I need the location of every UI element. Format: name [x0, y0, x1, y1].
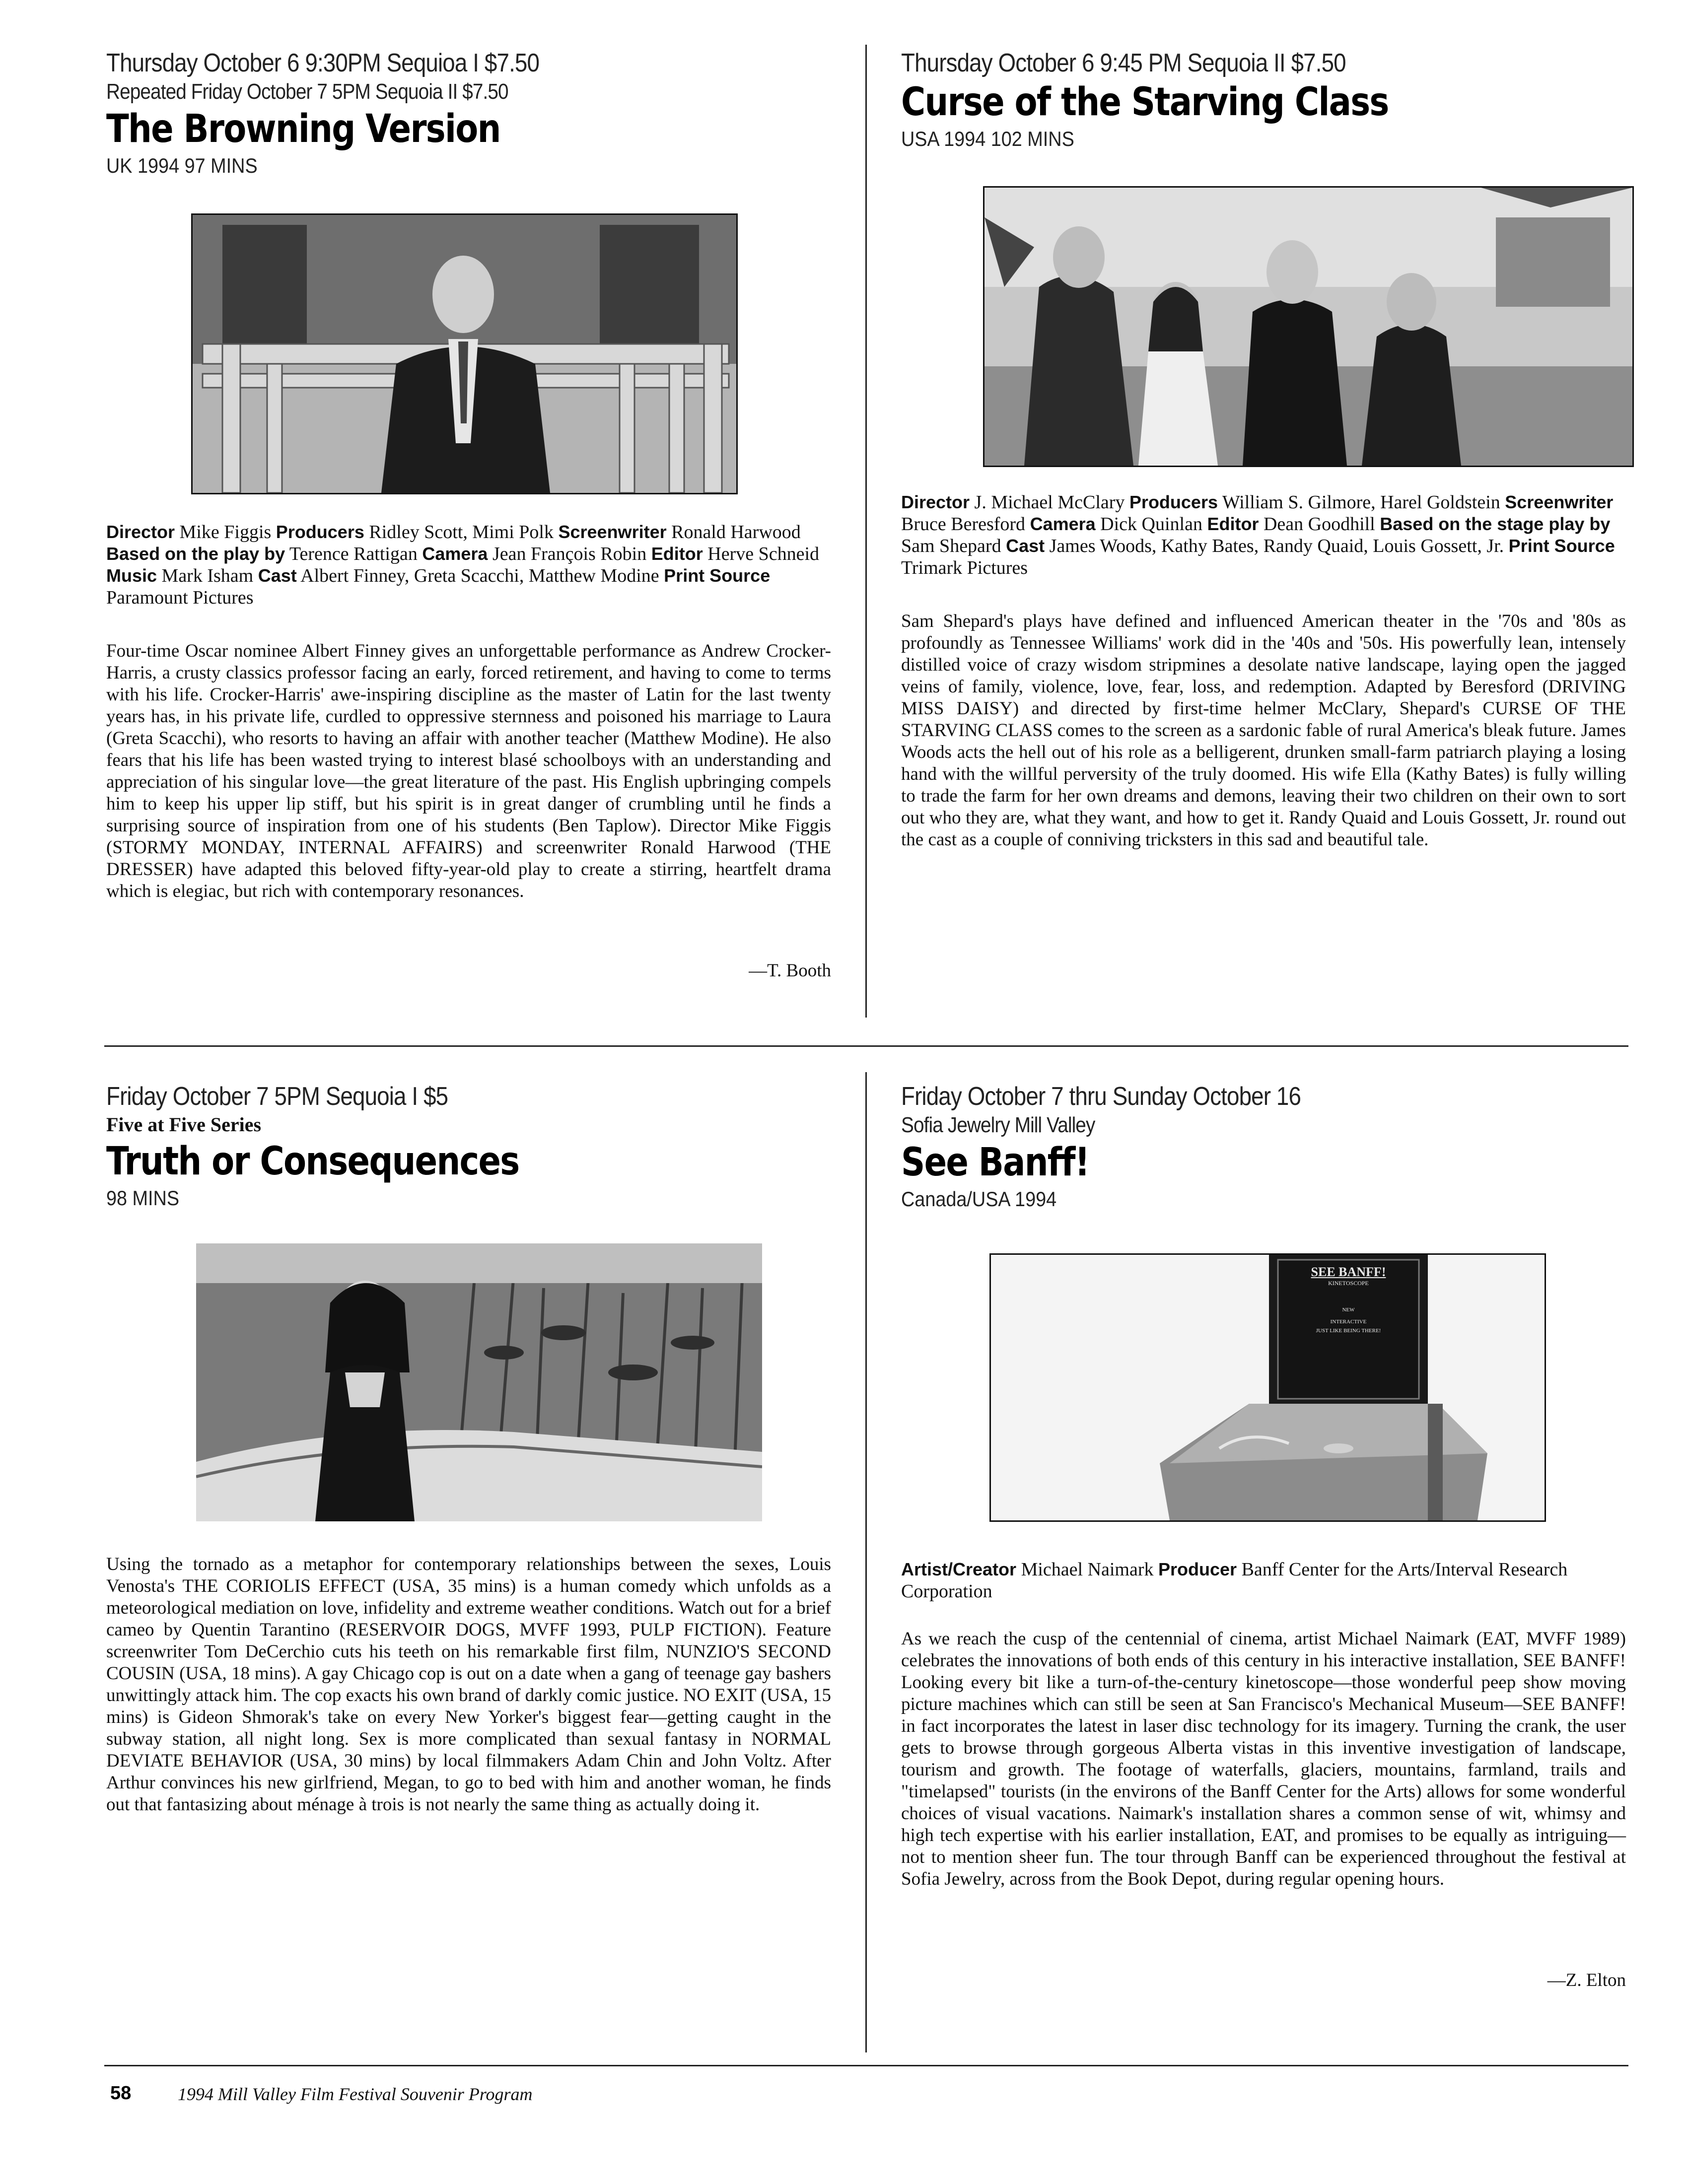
film-meta: USA 1994 102 MINS	[901, 127, 1074, 150]
sign-line: JUST LIKE BEING THERE!	[1316, 1328, 1381, 1334]
venue: Sofia Jewelry Mill Valley	[901, 1113, 1095, 1137]
synopsis-truth-or-consequences: Using the tornado as a metaphor for contemporary relationships between the sexes, Louis Venosta's THE CORIOLIS EFFECT (USA, 35 mins) is a human comedy which unfolds as a meteorological mediation on love, infidelity and extreme weather conditions. Watch out for a brief cameo by Quentin Tarantino (RESERVOIR DOGS, MVFF 1993, PULP FICTION). Feature screenwriter Tom DeCerchio cuts his teeth on his remarkable first film, NUNZIO'S SECOND COUSIN (USA, 18 mins). A gay Chicago cop is out on a date when a gang of teenage gay bashers unwittingly attack him. The cop exacts his own brand of darkly comic justice. NO EXIT (USA, 15 mins) is Gideon Shmorak's take on every New Yorker's biggest fear—getting caught in the subway station, all night long. Sex is more complicated than sexual fantasy in NORMAL DEVIATE BEHAVIOR (USA, 30 mins) by local filmmakers Adam Chin and John Voltz. After Arthur convinces his new girlfriend, Megan, to go to bed with him and another woman, he finds out that fantasizing about ménage à trois is not nearly the same thing as actually doing it.	[106, 1554, 831, 1815]
sign-line: NEW	[1342, 1307, 1355, 1313]
film-entry-truth-or-consequences	[106, 1081, 831, 1211]
film-entry-see-banff	[901, 1081, 1626, 1212]
film-meta: UK 1994 97 MINS	[106, 154, 258, 177]
film-entry-browning-version	[106, 48, 831, 179]
synopsis-browning-version: Four-time Oscar nominee Albert Finney gives an unforgettable performance as Andrew Crocker-Harris, a crusty classics professor facing an early, forced retirement, and having to come to terms with his life. Crocker-Harris' awe-inspiring discipline as the master of Latin for the last twenty years has, in his private life, curdled to oppressive sternness and poisoned his marriage to Laura (Greta Scacchi), who resorts to having an affair with another teacher (Matthew Modine). He also fears that his life has been wasted trying to interest blasé schoolboys with an understanding and appreciation of his singular love—the great literature of the past. His English upbringing compels him to keep his upper lip stiff, but his spirit is in great danger of crumbling until he finds a surprising source of inspiration from one of his students (Ben Taplow). Director Mike Figgis (STORMY MONDAY, INTERNAL AFFAIRS) and screenwriter Ronald Harwood (THE DRESSER) have adapted this beloved fifty-year-old play to create a stirring, heartfelt drama which is elegiac, but rich with contemporary resonances.	[106, 641, 831, 901]
author-signature: —T. Booth	[749, 960, 831, 981]
series-name: Five at Five Series	[106, 1113, 262, 1136]
screening-schedule: Friday October 7 5PM Sequoia I $5	[106, 1082, 448, 1111]
screening-schedule: Friday October 7 thru Sunday October 16	[901, 1082, 1301, 1111]
film-meta: Canada/USA 1994	[901, 1187, 1057, 1211]
film-entry-curse-starving-class	[901, 48, 1626, 152]
repeat-schedule: Repeated Friday October 7 5PM Sequoia II $7.50	[106, 79, 508, 104]
page-number: 58	[110, 2083, 132, 2104]
kinetoscope-sign	[1279, 1265, 1418, 1334]
synopsis-curse-starving-class: Sam Shepard's plays have defined and influenced American theater in the '70s and '80s as profoundly as Tennessee Williams' work did in the '40s and '50s. His powerfully lean, intensely distilled voice of crazy wisdom stripmines a desolate native landscape, laying open the jagged veins of family, violence, love, fear, loss, and redemption. Adapted by Beresford (DRIVING MISS DAISY) and directed by first-time helmer McClary, Shepard's CURSE OF THE STARVING CLASS comes to the screen as a sardonic fable of rural America's bleak future. James Woods acts the hell out of his role as a belligerent, drunken small-farm patriarch playing a losing hand with the willful perversity of the truly doomed. His wife Ella (Kathy Bates) is fully willing to trade the farm for her own dreams and demons, leaving their two children on their own to sort out who they are, what they want, and how to get it. Randy Quaid and Louis Gossett, Jr. round out the cast as a couple of conniving tricksters in this sad and beautiful tale.	[901, 611, 1626, 850]
film-title: Truth or Consequences	[106, 1139, 519, 1184]
sign-title: SEE BANFF!	[1311, 1265, 1386, 1279]
film-meta: 98 MINS	[106, 1186, 180, 1210]
credits-see-banff: Artist/Creator Michael Naimark Producer Banff Center for the Arts/Interval Research Corporation	[901, 1559, 1568, 1602]
sign-line: INTERACTIVE	[1330, 1319, 1367, 1325]
publication-title: 1994 Mill Valley Film Festival Souvenir Program	[178, 2084, 533, 2104]
film-still-browning-version	[191, 213, 738, 494]
film-still-truth-or-consequences	[196, 1243, 762, 1521]
column-divider-bottom	[865, 1072, 867, 2052]
film-title: Curse of the Starving Class	[901, 80, 1389, 125]
sign-subtitle: KINETOSCOPE	[1328, 1280, 1369, 1287]
film-title: See Banff!	[901, 1140, 1089, 1185]
screening-schedule: Thursday October 6 9:30PM Sequioa I $7.50	[106, 49, 540, 77]
film-title: The Browning Version	[106, 107, 500, 151]
footer-rule	[104, 2065, 1628, 2066]
credits-curse-starving-class: Director J. Michael McClary Producers William S. Gilmore, Harel Goldstein Screenwriter Bruce Beresford Camera Dick Quinlan Editor Dean Goodhill Based on the stage play by Sam Shepard Cast James Woods, Kathy Bates, Randy Quaid, Louis Gossett, Jr. Print Source Trimark Pictures	[901, 492, 1615, 578]
author-signature: —Z. Elton	[1547, 1970, 1626, 1990]
film-still-curse-starving-class	[983, 186, 1634, 467]
credits-browning-version: Director Mike Figgis Producers Ridley Scott, Mimi Polk Screenwriter Ronald Harwood Based on the play by Terence Rattigan Camera Jean François Robin Editor Herve Schneid Music Mark Isham Cast Albert Finney, Greta Scacchi, Matthew Modine Print Source Paramount Pictures	[106, 522, 820, 608]
installation-photo-see-banff	[989, 1253, 1546, 1522]
synopsis-see-banff: As we reach the cusp of the centennial of cinema, artist Michael Naimark (EAT, MVFF 1989) celebrates the innovations of both ends of this century in his interactive installation, SEE BANFF! Looking every bit like a turn-of-the-century kinetoscope—those wonderful peep show moving picture machines which can still be seen at San Francisco's Mechanical Museum—SEE BANFF! in fact incorporates the latest in laser disc technology for its imagery. Turning the crank, the user gets to browse through gorgeous Alberta vistas in this inventive investigation of landscape, tourism and growth. The footage of waterfalls, glaciers, mountains, farmland, trails and "timelapsed" tourists (in the environs of the Banff Center for the Arts) allows for some wonderful choices of visual vacations. Naimark's installation shares a common sense of wit, whimsy and high tech expertise with his earlier installation, EAT, and promises to be equally as intriguing—not to mention sheer fun. The tour through Banff can be experienced throughout the festival at Sofia Jewelry, across from the Book Depot, during regular opening hours.	[901, 1629, 1626, 1889]
column-divider-top	[865, 45, 867, 1018]
horizontal-divider	[104, 1045, 1628, 1047]
screening-schedule: Thursday October 6 9:45 PM Sequoia II $7.50	[901, 49, 1346, 77]
